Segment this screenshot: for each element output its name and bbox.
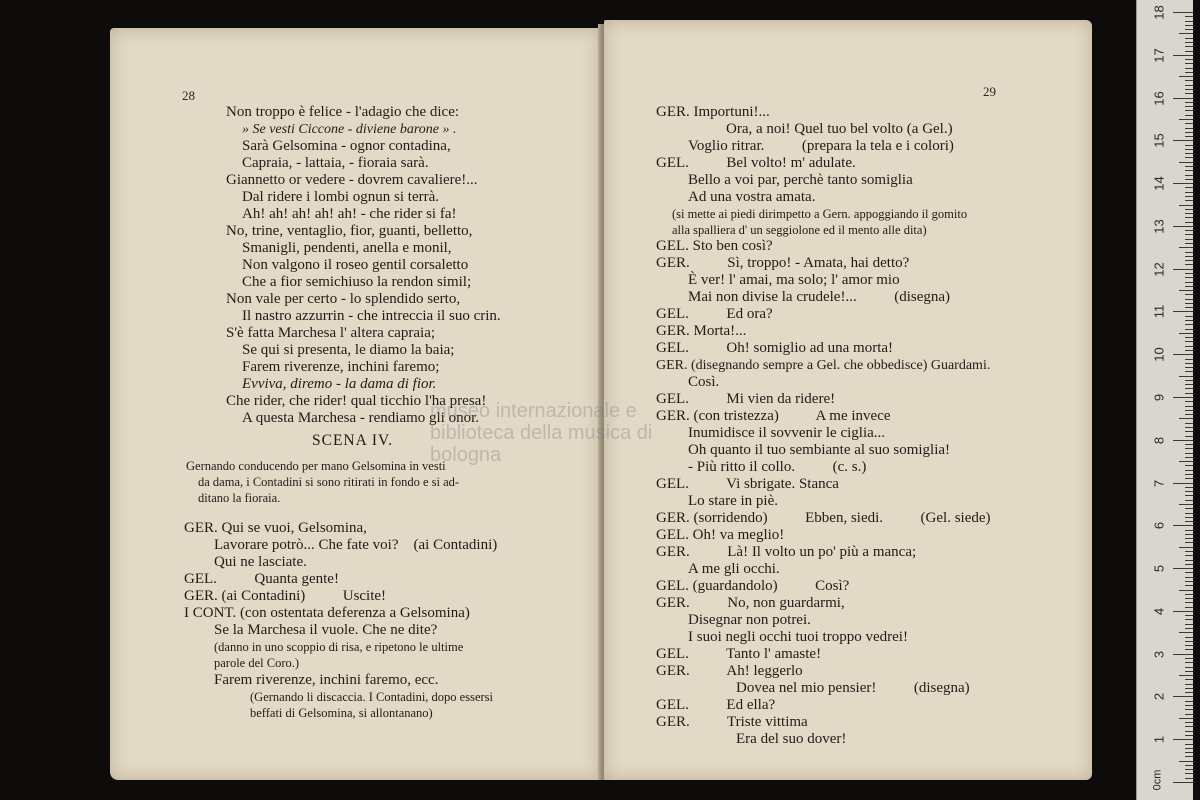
verse-line: Che a fior semichiuso la rendon simil; <box>242 274 472 290</box>
ruler-tick <box>1173 568 1193 569</box>
ruler-tick <box>1185 581 1193 582</box>
ruler-tick <box>1185 196 1193 197</box>
ruler-tick <box>1185 115 1193 116</box>
ruler-tick <box>1185 564 1193 565</box>
ruler-tick <box>1185 72 1193 73</box>
ruler-tick <box>1185 337 1193 338</box>
ruler-tick <box>1185 209 1193 210</box>
ruler-tick <box>1185 136 1193 137</box>
dialogue-line: (danno in uno scoppio di risa, e ripetono le ultime <box>214 640 464 654</box>
verse-line: Smanigli, pendenti, anella e monil, <box>242 240 452 256</box>
verse-line: Farem riverenze, inchini faremo; <box>242 359 440 375</box>
verse-line: S'è fatta Marchesa l' altera capraia; <box>226 325 436 341</box>
dialogue-line: GEL. Quanta gente! <box>184 571 339 587</box>
dialogue-line: (Gernando li discaccia. I Contadini, dopo essersi <box>250 690 493 704</box>
ruler-tick <box>1185 474 1193 475</box>
ruler-tick <box>1173 696 1193 697</box>
verse-line: No, trine, ventaglio, fior, guanti, belletto, <box>226 223 473 239</box>
ruler-tick <box>1185 157 1193 158</box>
ruler-tick <box>1185 93 1193 94</box>
dialogue-line: beffati di Gelsomina, si allontanano) <box>250 706 433 720</box>
dialogue-line: GER. Morta!... <box>656 323 747 339</box>
ruler-tick <box>1185 470 1193 471</box>
ruler-tick <box>1185 256 1193 257</box>
ruler-tick <box>1185 38 1193 39</box>
dialogue-line: GEL. Ed ella? <box>656 697 776 713</box>
verse-line: Non valgono il roseo gentil corsaletto <box>242 257 469 273</box>
ruler-tick <box>1185 500 1193 501</box>
ruler-tick <box>1185 744 1193 745</box>
verse-line: Sarà Gelsomina - ognor contadina, <box>242 138 451 154</box>
ruler-tick <box>1185 585 1193 586</box>
ruler-tick <box>1185 59 1193 60</box>
ruler-number: 11 <box>1151 305 1167 319</box>
ruler-number: 4 <box>1151 607 1167 615</box>
ruler-tick <box>1185 513 1193 514</box>
ruler-tick <box>1185 89 1193 90</box>
ruler-tick <box>1185 401 1193 402</box>
ruler-tick <box>1179 632 1193 633</box>
dialogue-line: I CONT. (con ostentata deferenza a Gelsomina) <box>184 605 470 621</box>
ruler-tick <box>1185 465 1193 466</box>
ruler-tick <box>1185 534 1193 535</box>
dialogue-line: GER. No, non guardarmi, <box>656 595 845 611</box>
ruler-tick <box>1173 98 1193 99</box>
ruler-tick <box>1185 277 1193 278</box>
ruler-tick <box>1179 504 1193 505</box>
ruler-tick <box>1179 376 1193 377</box>
ruler-tick <box>1185 359 1193 360</box>
ruler-number: 3 <box>1151 650 1167 658</box>
ruler-tick <box>1185 222 1193 223</box>
right-page-number: 29 <box>983 84 996 99</box>
verse-line: Evviva, diremo - la dama di fior. <box>242 376 437 392</box>
ruler-tick <box>1185 517 1193 518</box>
ruler-tick <box>1173 55 1193 56</box>
measuring-ruler <box>1136 0 1193 800</box>
ruler-tick <box>1185 709 1193 710</box>
ruler-tick <box>1185 363 1193 364</box>
ruler-tick <box>1185 705 1193 706</box>
stage-direction: ditano la fioraia. <box>198 491 281 505</box>
ruler-tick <box>1185 320 1193 321</box>
ruler-number: 6 <box>1151 522 1167 530</box>
verse-line: Se qui si presenta, le diamo la baia; <box>242 342 455 358</box>
dialogue-line: GEL. Mi vien da ridere! <box>656 391 836 407</box>
ruler-tick <box>1185 128 1193 129</box>
dialogue-line: GEL. Oh! somiglio ad una morta! <box>656 340 894 356</box>
ruler-number: 14 <box>1151 176 1167 191</box>
ruler-tick <box>1185 179 1193 180</box>
ruler-tick <box>1185 46 1193 47</box>
dialogue-line: Oh quanto il tuo sembiante al suo somiglia! <box>688 442 951 458</box>
ruler-tick <box>1185 406 1193 407</box>
ruler-tick <box>1185 42 1193 43</box>
ruler-tick <box>1173 354 1193 355</box>
ruler-tick <box>1185 273 1193 274</box>
ruler-tick <box>1173 397 1193 398</box>
ruler-tick <box>1185 324 1193 325</box>
dialogue-line: GER. Sì, troppo! - Amata, hai detto? <box>656 255 910 271</box>
library-watermark: museo internazionale e biblioteca della musica di bologna <box>430 400 653 466</box>
ruler-tick <box>1185 21 1193 22</box>
ruler-tick <box>1185 679 1193 680</box>
ruler-tick <box>1185 260 1193 261</box>
ruler-tick <box>1185 602 1193 603</box>
ruler-tick <box>1185 85 1193 86</box>
ruler-tick <box>1185 756 1193 757</box>
dialogue-line: GER. Importuni!... <box>656 104 770 120</box>
ruler-tick <box>1185 346 1193 347</box>
ruler-tick <box>1185 508 1193 509</box>
dialogue-line: GEL. (guardandolo) Così? <box>656 578 850 594</box>
ruler-tick <box>1185 282 1193 283</box>
verse-line: A questa Marchesa - rendiamo gli onor. <box>242 410 480 426</box>
dialogue-line: Disegnar non potrei. <box>688 612 811 628</box>
ruler-tick <box>1185 667 1193 668</box>
ruler-tick <box>1185 316 1193 317</box>
verse-line: Non troppo è felice - l'adagio che dice: <box>226 104 460 120</box>
dialogue-line: GEL. Sto ben così? <box>656 238 773 254</box>
ruler-tick <box>1185 530 1193 531</box>
dialogue-line: A me gli occhi. <box>688 561 780 577</box>
ruler-tick <box>1185 628 1193 629</box>
ruler-tick <box>1173 140 1193 141</box>
verse-line: » Se vesti Ciccone - diviene barone » . <box>242 122 457 137</box>
ruler-tick <box>1185 778 1193 779</box>
ruler-number: 17 <box>1151 48 1167 63</box>
ruler-tick <box>1185 264 1193 265</box>
ruler-tick <box>1185 153 1193 154</box>
dialogue-line: Se la Marchesa il vuole. Che ne dite? <box>214 622 438 638</box>
ruler-tick <box>1185 145 1193 146</box>
ruler-tick <box>1185 521 1193 522</box>
ruler-tick <box>1185 688 1193 689</box>
ruler-tick <box>1185 671 1193 672</box>
dialogue-line: GEL. Ed ora? <box>656 306 773 322</box>
ruler-tick <box>1185 645 1193 646</box>
ruler-tick <box>1185 765 1193 766</box>
stage-direction: da dama, i Contadini si sono ritirati in fondo e si ad- <box>198 475 460 489</box>
dialogue-line: GER. Ah! leggerlo <box>656 663 803 679</box>
stage-direction: (si mette ai piedi dirimpetto a Gern. appoggiando il gomito <box>672 207 968 221</box>
ruler-tick <box>1173 269 1193 270</box>
ruler-tick <box>1185 16 1193 17</box>
dialogue-line: GEL. Tanto l' amaste! <box>656 646 822 662</box>
ruler-tick <box>1185 410 1193 411</box>
ruler-unit-label: 0cm <box>1151 769 1164 791</box>
ruler-tick <box>1185 615 1193 616</box>
ruler-tick <box>1185 243 1193 244</box>
ruler-tick <box>1185 769 1193 770</box>
ruler-tick <box>1185 303 1193 304</box>
ruler-tick <box>1185 170 1193 171</box>
ruler-tick <box>1185 234 1193 235</box>
ruler-tick <box>1185 431 1193 432</box>
ruler-tick <box>1185 132 1193 133</box>
ruler-tick <box>1179 290 1193 291</box>
ruler-tick <box>1185 51 1193 52</box>
dialogue-line: GER. (sorridendo) Ebben, siedi. (Gel. siede) <box>656 510 991 526</box>
ruler-tick <box>1179 418 1193 419</box>
ruler-number: 1 <box>1151 736 1167 744</box>
ruler-tick <box>1173 12 1193 13</box>
dialogue-line: Voglio ritrar. (prepara la tela e i colori) <box>688 138 954 154</box>
dialogue-line: GEL. Bel volto! m' adulate. <box>656 155 856 171</box>
verse-line: Che rider, che rider! qual ticchio l'ha presa! <box>226 393 487 409</box>
ruler-tick <box>1173 183 1193 184</box>
ruler-tick <box>1185 594 1193 595</box>
ruler-tick <box>1185 598 1193 599</box>
ruler-tick <box>1185 371 1193 372</box>
stage-direction: Gernando conducendo per mano Gelsomina in vesti <box>186 459 446 473</box>
ruler-tick <box>1185 495 1193 496</box>
dialogue-line: parole del Coro.) <box>214 656 300 670</box>
ruler-tick <box>1185 773 1193 774</box>
dialogue-line: GER. (disegnando sempre a Gel. che obbedisce) Guardami. <box>656 358 991 373</box>
ruler-tick <box>1185 748 1193 749</box>
ruler-tick <box>1185 572 1193 573</box>
ruler-tick <box>1185 538 1193 539</box>
ruler-tick <box>1173 311 1193 312</box>
ruler-tick <box>1185 192 1193 193</box>
ruler-tick <box>1185 341 1193 342</box>
ruler-tick <box>1179 205 1193 206</box>
ruler-tick <box>1185 110 1193 111</box>
ruler-tick <box>1185 551 1193 552</box>
dialogue-line: Inumidisce il sovvenir le ciglia... <box>688 425 886 441</box>
ruler-tick <box>1185 722 1193 723</box>
ruler-tick <box>1185 662 1193 663</box>
ruler-tick <box>1173 226 1193 227</box>
ruler-tick <box>1179 162 1193 163</box>
ruler-tick <box>1185 252 1193 253</box>
ruler-tick <box>1179 247 1193 248</box>
ruler-tick <box>1173 525 1193 526</box>
ruler-tick <box>1185 350 1193 351</box>
ruler-tick <box>1185 393 1193 394</box>
dialogue-line: Mai non divise la crudele!... (disegna) <box>688 289 951 305</box>
ruler-tick <box>1179 675 1193 676</box>
ruler-tick <box>1185 175 1193 176</box>
ruler-tick <box>1179 718 1193 719</box>
ruler-tick <box>1185 555 1193 556</box>
ruler-number: 9 <box>1151 393 1167 402</box>
dialogue-line: Dovea nel mio pensier! (disegna) <box>736 680 970 696</box>
ruler-tick <box>1185 752 1193 753</box>
dialogue-line: Qui ne lasciate. <box>214 554 307 570</box>
ruler-tick <box>1185 286 1193 287</box>
ruler-tick <box>1185 735 1193 736</box>
ruler-tick <box>1185 457 1193 458</box>
ruler-tick <box>1185 448 1193 449</box>
ruler-tick <box>1185 577 1193 578</box>
dialogue-line: - Più ritto il collo. (c. s.) <box>688 459 867 475</box>
ruler-tick <box>1185 123 1193 124</box>
ruler-number: 5 <box>1151 565 1167 573</box>
ruler-tick <box>1173 739 1193 740</box>
ruler-tick <box>1185 384 1193 385</box>
ruler-tick <box>1179 119 1193 120</box>
ruler-tick <box>1185 166 1193 167</box>
ruler-number: 15 <box>1151 133 1167 149</box>
ruler-tick <box>1185 637 1193 638</box>
ruler-tick <box>1185 149 1193 150</box>
ruler-tick <box>1179 76 1193 77</box>
dialogue-line: È ver! l' amai, ma solo; l' amor mio <box>688 272 900 288</box>
ruler-tick <box>1185 307 1193 308</box>
ruler-tick <box>1185 239 1193 240</box>
ruler-tick <box>1185 294 1193 295</box>
ruler-tick <box>1179 333 1193 334</box>
ruler-tick <box>1185 80 1193 81</box>
ruler-tick <box>1185 444 1193 445</box>
ruler-tick <box>1185 388 1193 389</box>
ruler-tick <box>1185 726 1193 727</box>
ruler-tick <box>1173 611 1193 612</box>
ruler-tick <box>1185 102 1193 103</box>
ruler-tick <box>1179 761 1193 762</box>
verse-line: Ah! ah! ah! ah! ah! - che rider si fa! <box>242 206 457 222</box>
ruler-tick <box>1185 658 1193 659</box>
ruler-tick <box>1185 427 1193 428</box>
ruler-tick <box>1185 217 1193 218</box>
dialogue-line: GER. (ai Contadini) Uscite! <box>184 588 387 604</box>
ruler-tick <box>1179 461 1193 462</box>
verse-line: Non vale per certo - lo splendido serto, <box>226 291 461 307</box>
ruler-tick <box>1179 547 1193 548</box>
dialogue-line: I suoi negli occhi tuoi troppo vedrei! <box>688 629 908 645</box>
ruler-tick <box>1173 483 1193 484</box>
ruler-tick <box>1185 187 1193 188</box>
ruler-tick <box>1185 423 1193 424</box>
dialogue-line: Era del suo dover! <box>736 731 847 747</box>
ruler-tick <box>1185 684 1193 685</box>
dialogue-line: Lavorare potrò... Che fate voi? (ai Contadini) <box>214 537 498 553</box>
ruler-tick <box>1185 106 1193 107</box>
verse-line: Capraia, - lattaia, - fioraia sarà. <box>242 155 429 171</box>
ruler-tick <box>1185 619 1193 620</box>
ruler-tick <box>1185 692 1193 693</box>
ruler-number: 2 <box>1151 693 1167 701</box>
dialogue-line: GER. Qui se vuoi, Gelsomina, <box>184 520 367 536</box>
ruler-tick <box>1173 782 1193 783</box>
ruler-tick <box>1185 414 1193 415</box>
ruler-tick <box>1185 200 1193 201</box>
ruler-tick <box>1185 299 1193 300</box>
ruler-tick <box>1185 542 1193 543</box>
ruler-tick <box>1185 624 1193 625</box>
ruler-tick <box>1185 213 1193 214</box>
ruler-tick <box>1185 329 1193 330</box>
ruler-tick <box>1185 436 1193 437</box>
ruler-tick <box>1185 491 1193 492</box>
dialogue-line: Bello a voi par, perchè tanto somiglia <box>688 172 913 188</box>
ruler-tick <box>1173 440 1193 441</box>
dialogue-line: GEL. Vi sbrigate. Stanca <box>656 476 839 492</box>
ruler-number: 18 <box>1151 5 1167 20</box>
ruler-tick <box>1185 478 1193 479</box>
left-page-number: 28 <box>182 88 195 103</box>
ruler-tick <box>1179 590 1193 591</box>
ruler-number: 8 <box>1151 436 1167 444</box>
ruler-number: 16 <box>1151 90 1167 106</box>
dialogue-line: GER. Là! Il volto un po' più a manca; <box>656 544 917 560</box>
dialogue-line: GEL. Oh! va meglio! <box>656 527 785 543</box>
ruler-tick <box>1185 487 1193 488</box>
dialogue-line: Così. <box>688 374 720 390</box>
verse-line: Dal ridere i lombi ognun si terrà. <box>242 189 440 205</box>
ruler-tick <box>1185 25 1193 26</box>
ruler-number: 7 <box>1151 479 1167 487</box>
ruler-tick <box>1173 654 1193 655</box>
verse-line: Il nastro azzurrin - che intreccia il suo crin. <box>242 308 501 324</box>
ruler-tick <box>1185 607 1193 608</box>
verse-line: Giannetto or vedere - dovrem cavaliere!... <box>226 172 478 188</box>
stage-direction: alla spalliera d' un seggiolone ed il mento alle dita) <box>672 223 927 237</box>
ruler-number: 10 <box>1151 347 1167 362</box>
dialogue-line: GER. Triste vittima <box>656 714 808 730</box>
ruler-tick <box>1185 453 1193 454</box>
ruler-number: 13 <box>1151 219 1167 234</box>
ruler-tick <box>1185 230 1193 231</box>
dialogue-line: Ad una vostra amata. <box>688 189 816 205</box>
ruler-tick <box>1185 731 1193 732</box>
ruler-tick <box>1185 68 1193 69</box>
ruler-number: 12 <box>1151 261 1167 277</box>
ruler-tick <box>1185 29 1193 30</box>
dialogue-line: GER. (con tristezza) A me invece <box>656 408 891 424</box>
ruler-tick <box>1185 367 1193 368</box>
ruler-tick <box>1185 560 1193 561</box>
ruler-tick <box>1185 380 1193 381</box>
dialogue-line: Lo stare in piè. <box>688 493 778 509</box>
ruler-tick <box>1185 63 1193 64</box>
ruler-tick <box>1185 641 1193 642</box>
dialogue-line: Farem riverenze, inchini faremo, ecc. <box>214 672 439 688</box>
ruler-tick <box>1185 714 1193 715</box>
ruler-tick <box>1179 33 1193 34</box>
dialogue-line: Ora, a noi! Quel tuo bel volto (a Gel.) <box>726 121 953 137</box>
ruler-tick <box>1185 701 1193 702</box>
scene-title: SCENA IV. <box>312 432 394 449</box>
ruler-tick <box>1185 649 1193 650</box>
